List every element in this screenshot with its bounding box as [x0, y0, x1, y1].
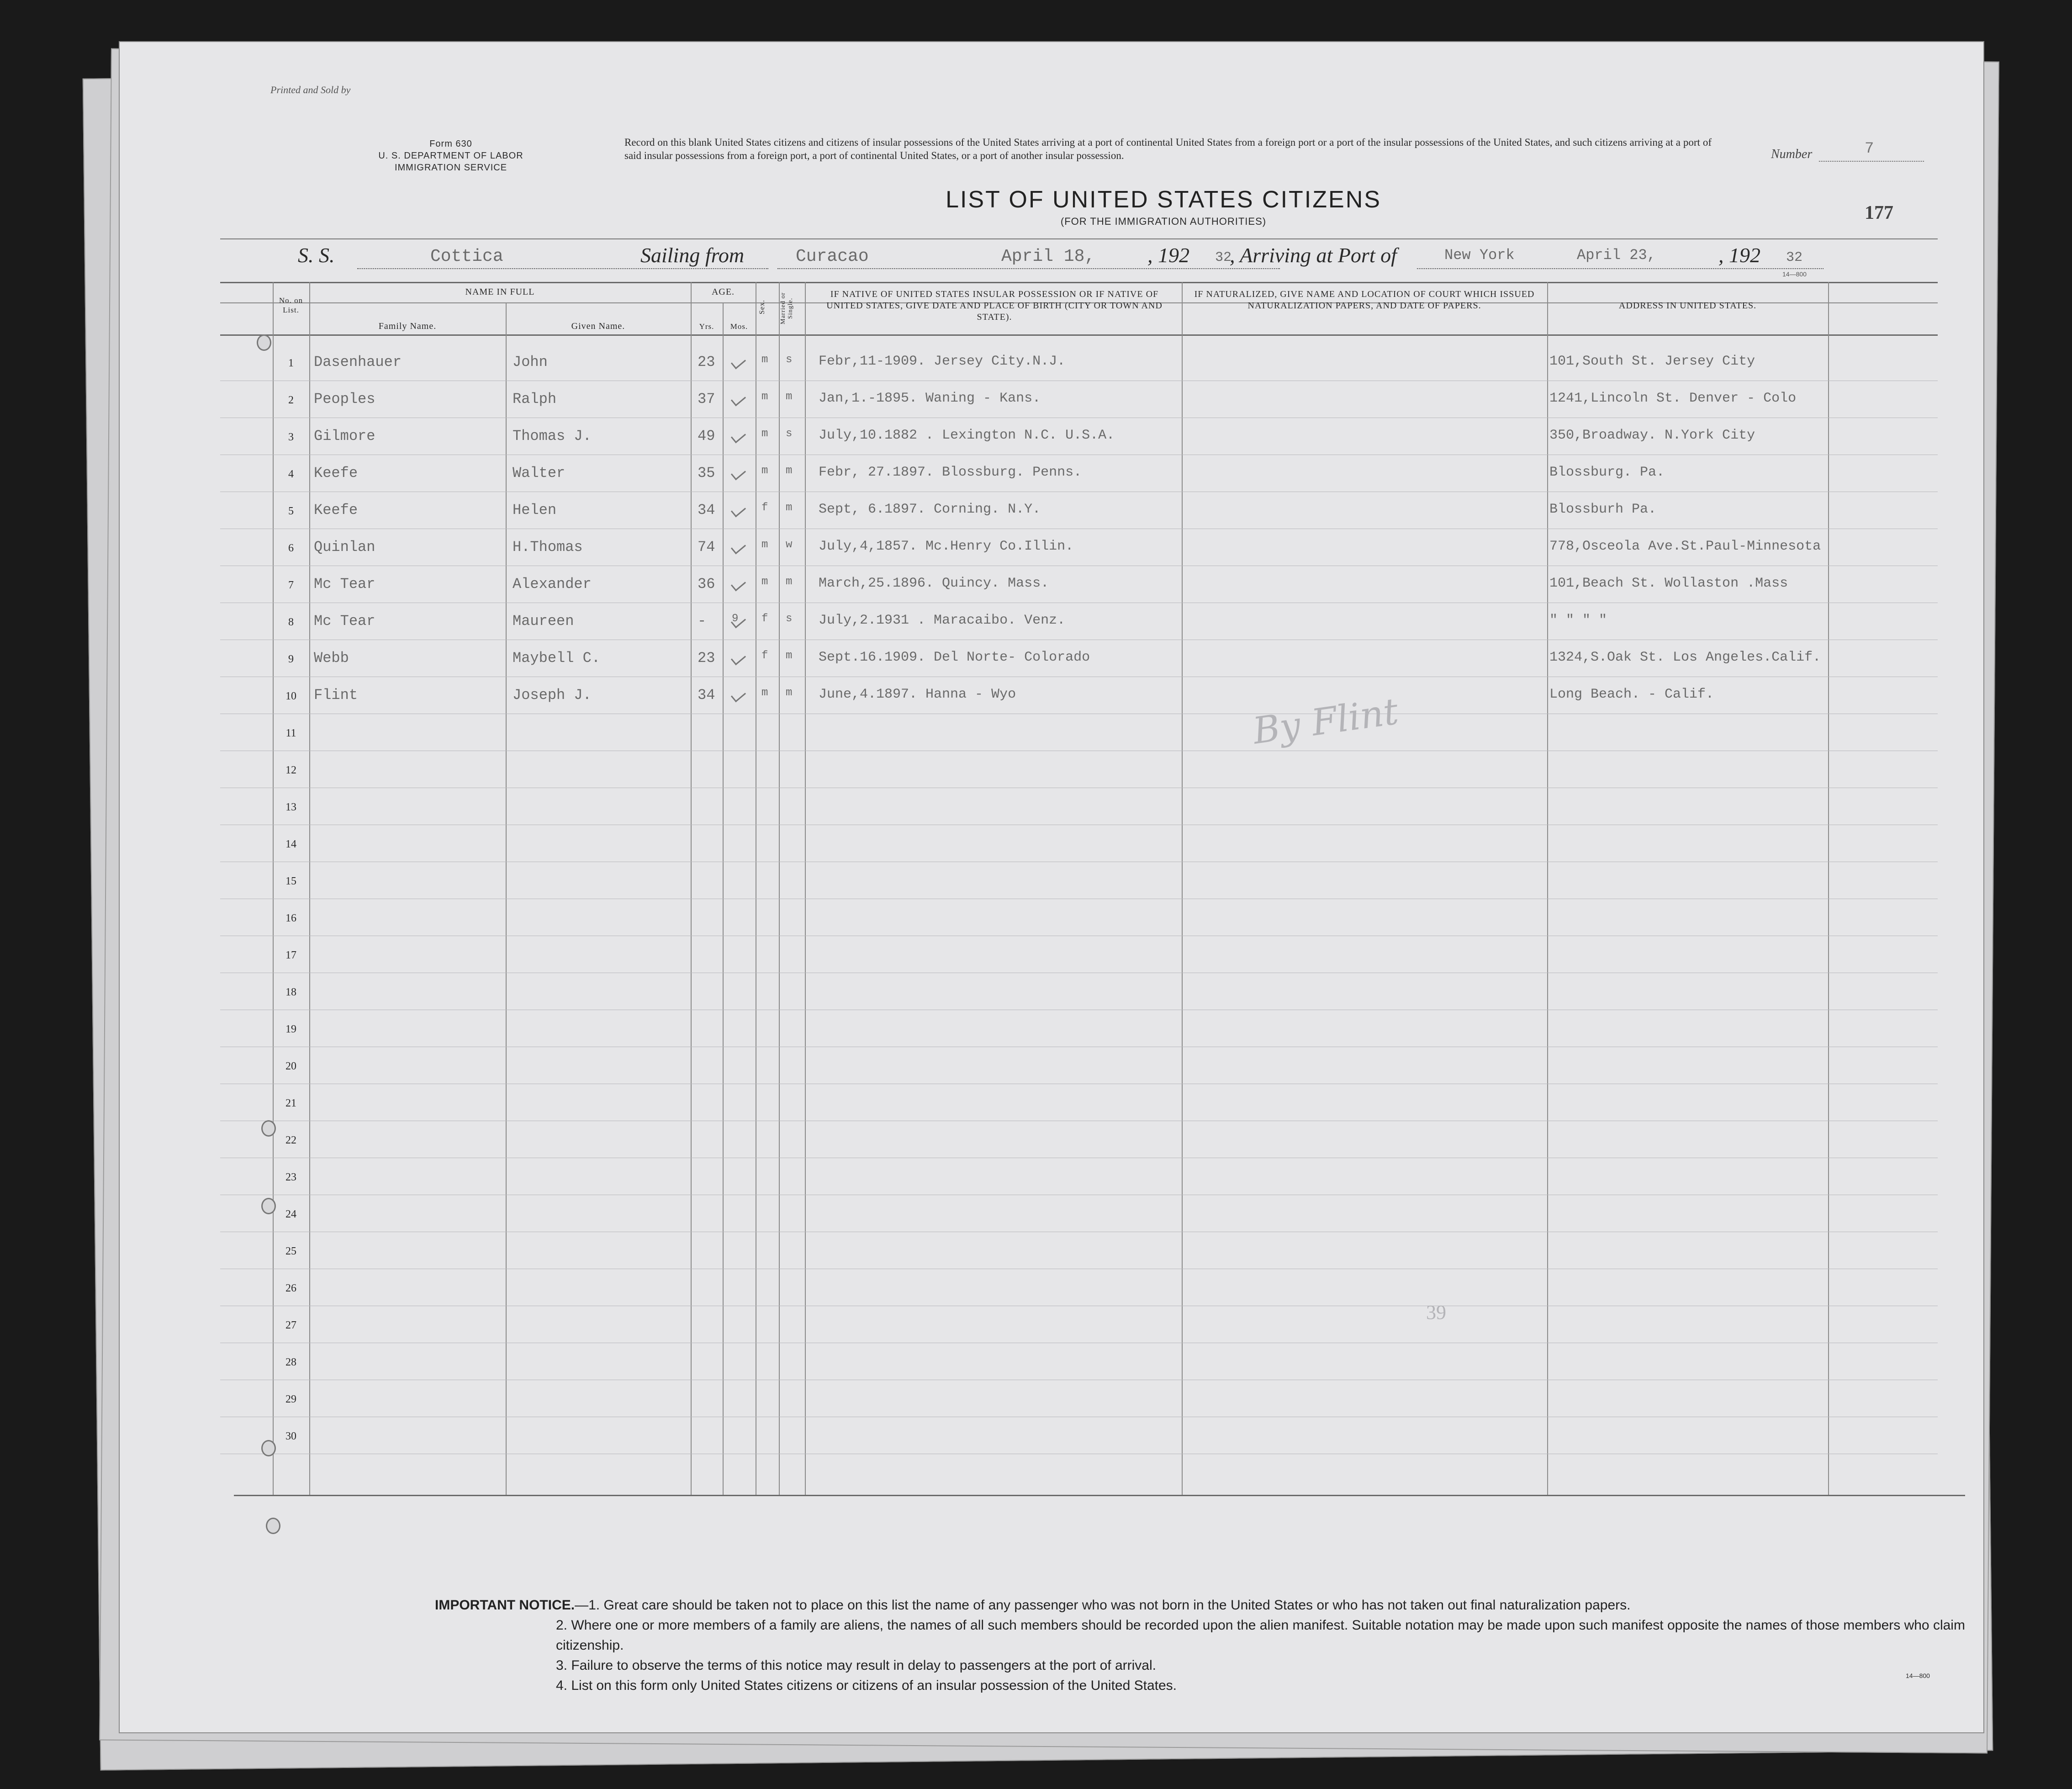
cell-sex: m	[761, 539, 768, 551]
row-number: 19	[285, 1023, 296, 1035]
notice-heading: IMPORTANT NOTICE.	[435, 1598, 575, 1613]
check-mark	[731, 392, 746, 407]
cell-sex: m	[761, 354, 768, 366]
form-code-bottom: 14—800	[1906, 1672, 1930, 1679]
year-1: 32	[1215, 250, 1232, 265]
year-label-2: , 192	[1718, 243, 1760, 267]
row-number: 6	[288, 542, 294, 554]
row-number: 11	[285, 727, 296, 739]
ship-line	[357, 268, 768, 269]
check-mark	[731, 355, 746, 370]
cell-family: Mc Tear	[314, 613, 375, 630]
cell-yrs: -	[698, 613, 707, 630]
cell-given: Thomas J.	[513, 428, 592, 445]
cell-address: 1241,Lincoln St. Denver - Colo	[1549, 391, 1797, 406]
page-mark: 39	[1426, 1301, 1446, 1323]
cell-yrs: 23	[698, 354, 715, 371]
port-line	[1417, 268, 1824, 269]
row-number: 4	[288, 468, 294, 480]
check-mark	[731, 429, 746, 444]
cell-sex: f	[761, 650, 768, 662]
check-mark	[731, 688, 746, 703]
cell-sex: m	[761, 465, 768, 477]
cell-married: s	[786, 354, 793, 366]
cell-address: " " " "	[1549, 613, 1607, 628]
col-line-given-age	[691, 282, 692, 1495]
col-line-no-left	[273, 282, 274, 1495]
cell-address: Long Beach. - Calif.	[1549, 687, 1714, 702]
citizens-list-sheet	[119, 41, 1984, 1733]
row-number: 18	[285, 986, 296, 998]
row-number: 26	[285, 1282, 296, 1294]
sailing-from-label: Sailing from	[640, 243, 745, 267]
cell-address: 350,Broadway. N.York City	[1549, 428, 1755, 443]
table-header-top	[220, 282, 1938, 283]
form-code-top: 14—800	[1782, 270, 1807, 278]
cell-address: Blossburg. Pa.	[1549, 465, 1665, 480]
cell-yrs: 37	[698, 391, 715, 408]
cell-address: 101,South St. Jersey City	[1549, 354, 1755, 369]
row-number: 1	[288, 357, 294, 369]
cell-given: Ralph	[513, 391, 557, 408]
cell-yrs: 74	[698, 539, 715, 556]
header-married: Married or Single.	[780, 292, 794, 324]
cell-married: m	[786, 687, 793, 699]
row-number: 3	[288, 431, 294, 443]
cell-yrs: 35	[698, 465, 715, 482]
cell-yrs: 36	[698, 576, 715, 593]
departure-date: April 18,	[1001, 247, 1095, 266]
ss-label: S. S.	[298, 243, 335, 267]
row-number: 7	[288, 579, 294, 591]
cell-married: m	[786, 465, 793, 477]
row-number: 9	[288, 653, 294, 665]
header-native: IF NATIVE OF UNITED STATES INSULAR POSSESSION OR IF NATIVE OF UNITED STATES, GIVE DATE AND PLACE OF BIRTH (CITY OR TOWN AND STATE).	[826, 289, 1163, 322]
row-number: 15	[285, 875, 296, 887]
header-age: AGE.	[711, 287, 735, 297]
header-naturalized: IF NATURALIZED, GIVE NAME AND LOCATION OF COURT WHICH ISSUED NATURALIZATION PAPERS, AND DATE OF PAPERS.	[1194, 289, 1535, 311]
cell-sex: f	[761, 502, 768, 514]
header-yrs: Yrs.	[699, 322, 714, 331]
cell-yrs: 49	[698, 428, 715, 445]
notice-item-3: 3. Failure to observe the terms of this notice may result in delay to passengers at the port of arrival.	[556, 1658, 1156, 1673]
cell-family: Dasenhauer	[314, 354, 402, 371]
check-mark	[731, 503, 746, 518]
row-number: 25	[285, 1245, 296, 1257]
col-line-address-right	[1828, 282, 1829, 1495]
cell-sex: m	[761, 576, 768, 588]
cell-birth: July,4,1857. Mc.Henry Co.Illin.	[819, 539, 1074, 554]
check-mark	[731, 651, 746, 666]
page-title: LIST OF UNITED STATES CITIZENS	[946, 186, 1381, 213]
check-mark	[731, 540, 746, 555]
service-name: IMMIGRATION SERVICE	[394, 163, 507, 173]
cell-married: m	[786, 502, 793, 514]
cell-yrs: 23	[698, 650, 715, 667]
number-value: 7	[1865, 140, 1874, 158]
header-family-name: Family Name.	[378, 321, 437, 331]
number-line	[1819, 161, 1924, 162]
row-number: 23	[285, 1171, 296, 1183]
cell-birth: Jan,1.-1895. Waning - Kans.	[819, 391, 1041, 406]
year-label-1: , 192	[1147, 243, 1189, 267]
row-number: 28	[285, 1356, 296, 1368]
cell-address: 101,Beach St. Wollaston .Mass	[1549, 576, 1788, 591]
cell-family: Gilmore	[314, 428, 375, 445]
row-number: 21	[285, 1097, 296, 1109]
cell-married: s	[786, 613, 793, 625]
cell-family: Quinlan	[314, 539, 375, 556]
cell-sex: f	[761, 613, 768, 625]
header-mos: Mos.	[730, 322, 748, 331]
col-line-sex-married	[779, 282, 780, 1495]
page-stamp: 177	[1865, 202, 1893, 223]
col-line-naturalized-address	[1547, 282, 1548, 1495]
pencil-annotation: By Flint	[1250, 690, 1401, 752]
punch-hole	[261, 1198, 276, 1214]
cell-given: Joseph J.	[513, 687, 592, 704]
row-number: 20	[285, 1060, 296, 1072]
cell-family: Keefe	[314, 465, 358, 482]
cell-family: Keefe	[314, 502, 358, 519]
number-label: Number	[1771, 147, 1813, 161]
cell-address: 778,Osceola Ave.St.Paul-Minnesota	[1549, 539, 1821, 554]
departure-port: Curacao	[796, 247, 869, 266]
row-number: 29	[285, 1393, 296, 1405]
cell-sex: m	[761, 687, 768, 699]
cell-given: H.Thomas	[513, 539, 583, 556]
cell-mos: 9	[732, 613, 739, 625]
cell-yrs: 34	[698, 687, 715, 704]
header-given-name: Given Name.	[571, 321, 625, 331]
notice-item-2: 2. Where one or more members of a family are aliens, the names of all such members should be recorded upon the alien manifest. Suitable notation may be made upon such manifest opposite the names of those members who claim citizenship.	[556, 1618, 1965, 1653]
cell-married: s	[786, 428, 793, 440]
row-number: 27	[285, 1319, 296, 1331]
cell-family: Flint	[314, 687, 358, 704]
ship-name: Cottica	[430, 247, 503, 266]
cell-birth: June,4.1897. Hanna - Wyo	[819, 687, 1016, 702]
row-number: 24	[285, 1208, 296, 1220]
header-address: ADDRESS IN UNITED STATES.	[1618, 301, 1757, 311]
row-number: 30	[285, 1430, 296, 1442]
cell-married: m	[786, 576, 793, 588]
header-no: No. on List.	[279, 296, 303, 314]
cell-birth: Sept.16.1909. Del Norte- Colorado	[819, 650, 1090, 665]
notice-item-4: 4. List on this form only United States citizens or citizens of an insular possession of the United States.	[556, 1678, 1177, 1693]
page-subtitle: (FOR THE IMMIGRATION AUTHORITIES)	[1060, 216, 1267, 227]
cell-given: Helen	[513, 502, 557, 519]
arrival-date: April 23,	[1577, 247, 1656, 264]
year-2: 32	[1786, 250, 1803, 265]
form-number: Form 630	[429, 139, 472, 149]
row-number: 12	[285, 764, 296, 776]
row-number: 10	[285, 690, 296, 702]
punch-hole	[261, 1440, 276, 1456]
row-number: 16	[285, 912, 296, 924]
row-number: 8	[288, 616, 294, 628]
cell-family: Webb	[314, 650, 349, 667]
arriving-label: , Arriving at Port of	[1230, 243, 1397, 267]
punch-hole	[257, 334, 271, 351]
cell-married: m	[786, 650, 793, 662]
row-number: 2	[288, 394, 294, 406]
check-mark	[731, 577, 746, 592]
punch-hole	[266, 1518, 280, 1534]
col-line-no-right	[309, 282, 310, 1495]
notice-item-1: —1. Great care should be taken not to place on this list the name of any passenger who was not born in the United States or who has not taken out final naturalization papers.	[575, 1598, 1631, 1613]
cell-given: Maureen	[513, 613, 574, 630]
arrival-port: New York	[1444, 247, 1515, 264]
row-number: 13	[285, 801, 296, 813]
check-mark	[731, 466, 746, 481]
important-notice	[435, 1595, 1988, 1696]
cell-sex: m	[761, 428, 768, 440]
cell-given: Alexander	[513, 576, 592, 593]
cell-yrs: 34	[698, 502, 715, 519]
row-number: 14	[285, 838, 296, 850]
punch-hole	[261, 1120, 276, 1137]
from-line	[777, 268, 1280, 269]
row-number: 17	[285, 949, 296, 961]
col-line-native-naturalized	[1182, 282, 1183, 1495]
cell-married: m	[786, 391, 793, 403]
cell-sex: m	[761, 391, 768, 403]
cell-family: Mc Tear	[314, 576, 375, 593]
table-top-border	[220, 238, 1938, 239]
cell-birth: Sept, 6.1897. Corning. N.Y.	[819, 502, 1041, 517]
cell-birth: July,2.1931 . Maracaibo. Venz.	[819, 613, 1066, 628]
cell-address: 1324,S.Oak St. Los Angeles.Calif.	[1549, 650, 1821, 665]
cell-birth: July,10.1882 . Lexington N.C. U.S.A.	[819, 428, 1115, 443]
department-name: U. S. DEPARTMENT OF LABOR	[378, 151, 523, 161]
cell-address: Blossburh Pa.	[1549, 502, 1657, 517]
cell-birth: March,25.1896. Quincy. Mass.	[819, 576, 1049, 591]
row-number: 22	[285, 1134, 296, 1146]
form-instructions: Record on this blank United States citizens and citizens of insular possessions of the United States arriving at a port of continental United States from a foreign port or a port of the insular possessions of the United States, and such citizens arriving at a port of said insular possessions from a foreign port, a port of continental United States, or a port of another insular possession.	[624, 137, 1712, 161]
cell-given: Walter	[513, 465, 566, 482]
row-number: 5	[288, 505, 294, 517]
header-name-in-full: NAME IN FULL	[465, 287, 535, 297]
cell-given: Maybell C.	[513, 650, 601, 667]
cell-birth: Febr, 27.1897. Blossburg. Penns.	[819, 465, 1082, 480]
cell-given: John	[513, 354, 548, 371]
cell-family: Peoples	[314, 391, 375, 408]
cell-birth: Febr,11-1909. Jersey City.N.J.	[819, 354, 1066, 369]
table-bottom-border	[234, 1495, 1965, 1496]
col-line-married-native	[805, 282, 806, 1495]
cell-married: w	[786, 539, 793, 551]
header-sex: Sex.	[758, 300, 766, 314]
form-info	[375, 138, 526, 174]
table-header-bottom	[220, 334, 1938, 336]
printed-by-text: Printed and Sold by	[270, 84, 351, 95]
